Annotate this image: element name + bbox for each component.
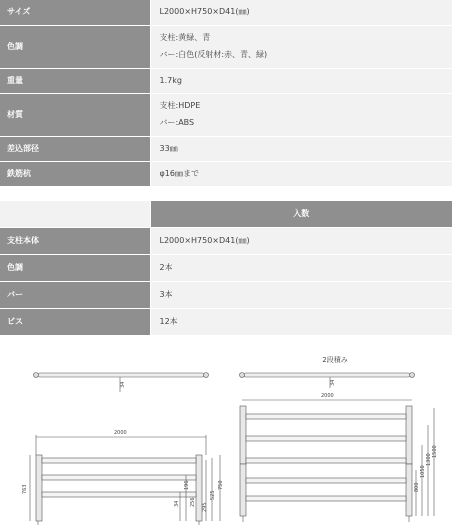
spec-row-rebar (0, 161, 452, 186)
spec-label: 差込部径 (0, 136, 150, 161)
contents-table (0, 201, 452, 336)
spec-row-color (0, 25, 452, 68)
spec-label: 材質 (0, 93, 150, 136)
spec-value-line: バー:白色(反射材:赤、青、緑) (159, 50, 268, 59)
right-post-lower (240, 464, 246, 516)
dim-label: 34 (120, 381, 126, 388)
spec-label: 鉄筋杭 (0, 161, 150, 186)
spec-label: 色調 (0, 25, 150, 68)
right-bar-topview (244, 373, 410, 377)
contents-label: バー (0, 281, 150, 308)
contents-row (0, 254, 452, 281)
spec-value-line: バー:ABS (159, 118, 195, 127)
spec-label: サイズ (0, 0, 150, 25)
spec-row-material (0, 93, 452, 136)
drawing-title: 2段積み (322, 356, 348, 364)
contents-label: 色調 (0, 254, 150, 281)
contents-value: 2本 (150, 254, 452, 281)
spec-value-line: 支柱:HDPE (159, 101, 201, 110)
dim-label: 295 (202, 502, 208, 512)
spec-value (150, 68, 452, 93)
spec-row-weight (0, 68, 452, 93)
dim-label: 34 (174, 500, 180, 507)
right-rail (246, 496, 406, 501)
dim-label: 256 (190, 497, 196, 507)
contents-value: 3本 (150, 281, 452, 308)
dim-label: 34 (330, 379, 336, 386)
contents-value: 12本 (150, 308, 452, 335)
right-post-upper (406, 406, 412, 464)
spec-value-line: φ16㎜まで (159, 168, 199, 178)
right-rail (246, 414, 406, 419)
spec-value (150, 0, 452, 25)
spec-label: 重量 (0, 68, 150, 93)
dim-label: 2000 (321, 393, 334, 399)
spec-value-line: L2000×H750×D41(㎜) (159, 7, 250, 17)
technical-drawing (0, 345, 452, 525)
left-bar-topview (38, 373, 204, 377)
dim-label: 1050 (420, 465, 426, 478)
spec-value-line: 33㎜ (159, 143, 178, 153)
right-rail (246, 458, 406, 463)
spec-value (150, 25, 452, 68)
right-rail (246, 436, 406, 441)
spec-row-diameter (0, 136, 452, 161)
left-bar-end-cap (204, 373, 209, 378)
contents-label: ビス (0, 308, 150, 335)
spec-value-line: 1.7kg (159, 75, 182, 85)
dim-label: 2000 (114, 430, 127, 436)
spec-value (150, 93, 452, 136)
contents-row (0, 227, 452, 254)
right-bar-end-cap (410, 373, 415, 378)
contents-row (0, 308, 452, 335)
dim-label: 1300 (426, 453, 432, 466)
dim-label: 1500 (432, 445, 438, 458)
spec-row-size (0, 0, 452, 25)
dim-label: 750 (218, 480, 224, 490)
dim-label: 800 (414, 482, 420, 492)
contents-label: 支柱本体 (0, 227, 150, 254)
contents-header-blank (0, 201, 150, 227)
spec-value (150, 136, 452, 161)
left-rail (42, 492, 196, 497)
spec-table (0, 0, 452, 187)
left-bar-end-cap (34, 373, 39, 378)
dim-label: 763 (22, 484, 28, 494)
contents-row (0, 281, 452, 308)
spec-value-line: 支柱:黄緑、青 (159, 33, 211, 42)
dim-label: 525 (210, 490, 216, 500)
right-bar-end-cap (240, 373, 245, 378)
contents-value: L2000×H750×D41(㎜) (150, 227, 452, 254)
contents-header: 入数 (150, 201, 452, 227)
contents-header-row (0, 201, 452, 227)
left-post (36, 455, 42, 521)
right-rail (246, 478, 406, 483)
left-rail (42, 458, 196, 463)
right-post-lower (406, 464, 412, 516)
left-rail (42, 475, 196, 480)
spec-value (150, 161, 452, 186)
right-post-upper (240, 406, 246, 464)
dim-label: 196 (184, 480, 190, 490)
